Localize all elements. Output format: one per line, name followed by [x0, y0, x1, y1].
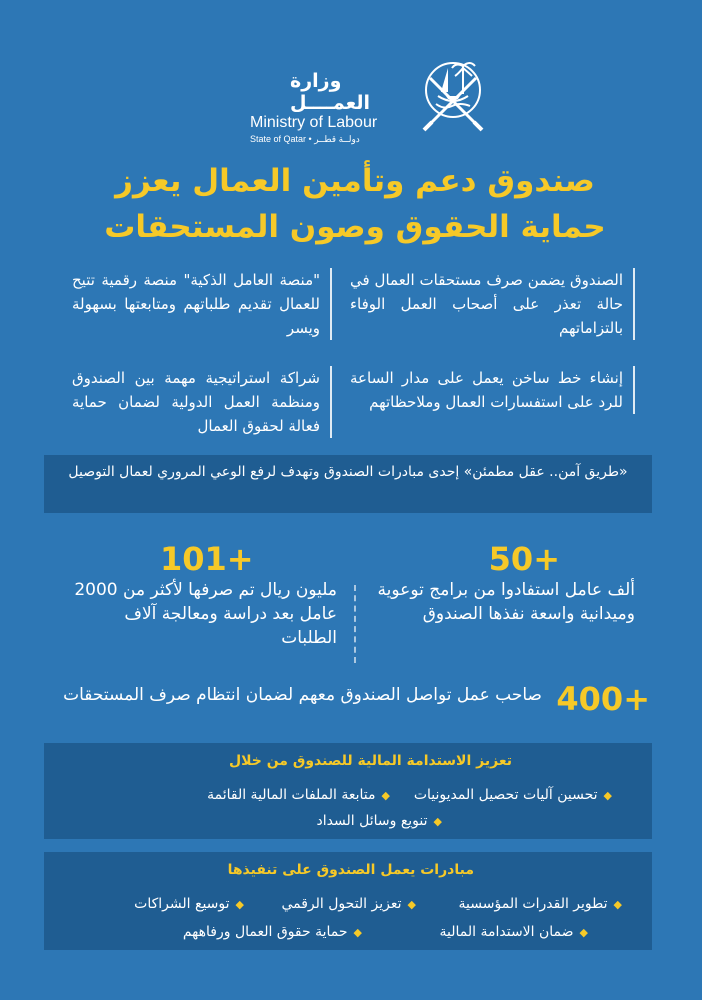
- info-block-guarantee: الصندوق يضمن صرف مستحقات العمال في حالة تعذر على أصحاب العمل الوفاء بالتزاماتهم: [350, 268, 635, 340]
- bullet-icon: ◆: [235, 898, 244, 911]
- bullet-icon: ◆: [381, 789, 390, 802]
- bullet-icon: ◆: [603, 789, 612, 802]
- stat-workers-text: ألف عامل استفادوا من برامج توعوية وميدانية واسعة نفذها الصندوق: [377, 580, 635, 624]
- stat-riyals-number: 101+: [160, 540, 254, 578]
- info-block-hotline: إنشاء خط ساخن يعمل على مدار الساعة للرد على استفسارات العمال وملاحظاتهم: [350, 366, 635, 414]
- bullet-icon: ◆: [433, 815, 442, 828]
- qatar-emblem-icon: [418, 48, 488, 136]
- initiative-banner: «طريق آمن.. عقل مطمئن» إحدى مبادرات الصندوق وتهدف لرفع الوعي المروري لعمال التوصيل: [44, 455, 652, 513]
- list-item: ◆ضمان الاستدامة المالية: [439, 924, 588, 940]
- panel-title: تعزيز الاستدامة المالية للصندوق من خلال: [228, 753, 512, 769]
- panel-title: مبادرات يعمل الصندوق على تنفيذها: [227, 862, 474, 878]
- info-block-smart-platform: "منصة العامل الذكية" منصة رقمية تتيح للعمال تقديم طلباتهم ومتابعتها بسهولة ويسر: [72, 268, 332, 340]
- bullet-icon: ◆: [613, 898, 622, 911]
- title-line-2: حماية الحقوق وصون المستحقات: [104, 209, 606, 245]
- list-item: ◆حماية حقوق العمال ورفاههم: [182, 924, 362, 940]
- financial-sustainability-panel: [44, 743, 652, 839]
- bullet-icon: ◆: [407, 898, 416, 911]
- list-item: ◆متابعة الملفات المالية القائمة: [207, 787, 390, 803]
- state-label: State of Qatar • دولــة قطــر: [250, 134, 360, 144]
- page-title: [40, 158, 670, 250]
- list-item: ◆تطوير القدرات المؤسسية: [458, 896, 622, 912]
- stat-employers-number: 400+: [556, 680, 650, 718]
- ministry-name-en: Ministry of Labour: [250, 114, 378, 131]
- stat-workers-number: 50+: [488, 540, 560, 578]
- list-item: ◆تنويع وسائل السداد: [316, 813, 442, 829]
- list-item: ◆تعزيز التحول الرقمي: [281, 896, 416, 912]
- state-en: State of Qatar: [250, 134, 307, 144]
- ministry-logo: [250, 48, 490, 144]
- initiatives-panel: [44, 852, 652, 950]
- stats-divider: [354, 585, 356, 663]
- stat-employers-text: صاحب عمل تواصل الصندوق معهم لضمان انتظام صرف المستحقات: [63, 685, 542, 705]
- bullet-icon: ◆: [579, 926, 588, 939]
- bullet-icon: ◆: [353, 926, 362, 939]
- ministry-name-ar: وزارة العمــــل: [290, 70, 371, 114]
- info-block-ilo-partnership: شراكة استراتيجية مهمة بين الصندوق ومنظمة العمل الدولية لضمان حماية فعالة لحقوق العمال: [72, 366, 332, 438]
- scan-edge: [702, 0, 710, 1000]
- state-ar: دولــة قطــر: [314, 134, 360, 144]
- list-item: ◆توسيع الشراكات: [134, 896, 244, 912]
- stat-riyals-text: مليون ريال تم صرفها لأكثر من 2000 عامل بعد دراسة ومعالجة آلاف الطلبات: [74, 580, 337, 648]
- list-item: ◆تحسين آليات تحصيل المديونيات: [413, 787, 612, 803]
- title-line-1: صندوق دعم وتأمين العمال يعزز: [115, 163, 595, 199]
- ministry-name: [250, 70, 420, 145]
